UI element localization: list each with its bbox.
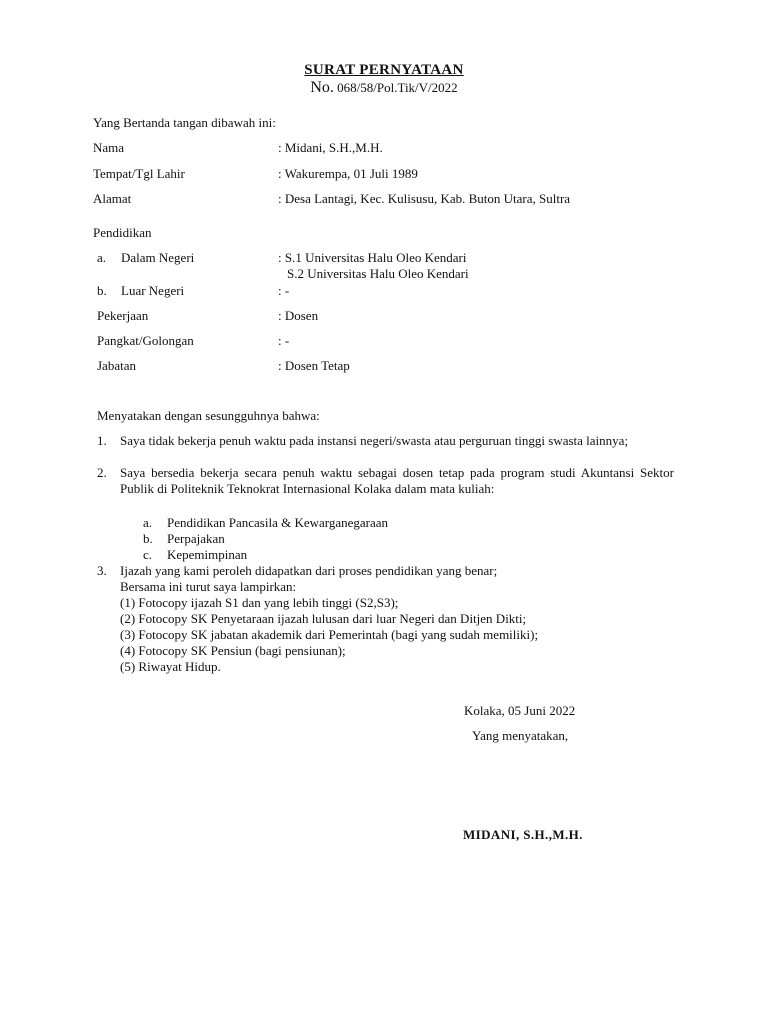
address-label: Alamat (93, 191, 132, 206)
declaration-intro: Menyatakan dengan sesungguhnya bahwa: (97, 408, 320, 423)
name-value: : Midani, S.H.,M.H. (278, 140, 383, 155)
foreign-value: : - (278, 283, 290, 298)
place-date: Kolaka, 05 Juni 2022 (464, 703, 576, 718)
statement-1-text: Saya tidak bekerja penuh waktu pada instansi negeri/swasta atau perguruan tinggi swasta lainnya; (120, 433, 629, 448)
statement-1-number: 1. (97, 433, 107, 448)
statement-3-text: Ijazah yang kami peroleh didapatkan dari proses pendidikan yang benar; (120, 563, 498, 578)
closing-text: Yang menyatakan, (472, 728, 569, 743)
statement-2-number: 2. (97, 465, 107, 480)
domestic-label: Dalam Negeri (121, 250, 195, 265)
foreign-letter: b. (97, 283, 107, 298)
occupation-label: Pekerjaan (97, 308, 149, 323)
attachment-2: (2) Fotocopy SK Penyetaraan ijazah lulusan dari luar Negeri dan Ditjen Dikti; (120, 611, 527, 626)
statement-3-number: 3. (97, 563, 107, 578)
occupation-value: : Dosen (278, 308, 319, 323)
course-b-name: Perpajakan (167, 531, 225, 546)
rank-value: : - (278, 333, 290, 348)
attachments-intro: Bersama ini turut saya lampirkan: (120, 579, 297, 594)
position-value: : Dosen Tetap (278, 358, 350, 373)
course-a-letter: a. (143, 515, 153, 530)
intro-text: Yang Bertanda tangan dibawah ini: (93, 115, 276, 130)
course-c-name: Kepemimpinan (167, 547, 248, 562)
document-title: SURAT PERNYATAAN (304, 62, 464, 78)
document-number (0, 80, 768, 96)
domestic-value-2: S.2 Universitas Halu Oleo Kendari (287, 266, 469, 281)
birth-label: Tempat/Tgl Lahir (93, 166, 185, 181)
birth-value: : Wakurempa, 01 Juli 1989 (278, 166, 418, 181)
address-value: : Desa Lantagi, Kec. Kulisusu, Kab. Buton Utara, Sultra (278, 191, 571, 206)
course-a-name: Pendidikan Pancasila & Kewarganegaraan (167, 515, 389, 530)
rank-label: Pangkat/Golongan (97, 333, 194, 348)
foreign-label: Luar Negeri (121, 283, 185, 298)
attachment-5: (5) Riwayat Hidup. (120, 659, 221, 674)
course-b-letter: b. (143, 531, 153, 546)
attachment-4: (4) Fotocopy SK Pensiun (bagi pensiunan); (120, 643, 346, 658)
name-label: Nama (93, 140, 125, 155)
number-value: 068/58/Pol.Tik/V/2022 (337, 80, 458, 95)
number-label: No. (310, 79, 334, 96)
course-c-letter: c. (143, 547, 153, 562)
education-heading: Pendidikan (93, 225, 152, 240)
position-label: Jabatan (97, 358, 136, 373)
attachment-3: (3) Fotocopy SK jabatan akademik dari Pemerintah (bagi yang sudah memiliki); (120, 627, 539, 642)
attachment-1: (1) Fotocopy ijazah S1 dan yang lebih tinggi (S2,S3); (120, 595, 399, 610)
domestic-letter: a. (97, 250, 107, 265)
statement-2-text: Saya bersedia bekerja secara penuh waktu sebagai dosen tetap pada program studi Akuntansi Sektor Publik di Politeknik Teknokrat Internasional Kolaka dalam mata kuliah: (120, 465, 674, 496)
domestic-value-1: : S.1 Universitas Halu Oleo Kendari (278, 250, 467, 265)
signatory-name: MIDANI, S.H.,M.H. (463, 827, 583, 842)
